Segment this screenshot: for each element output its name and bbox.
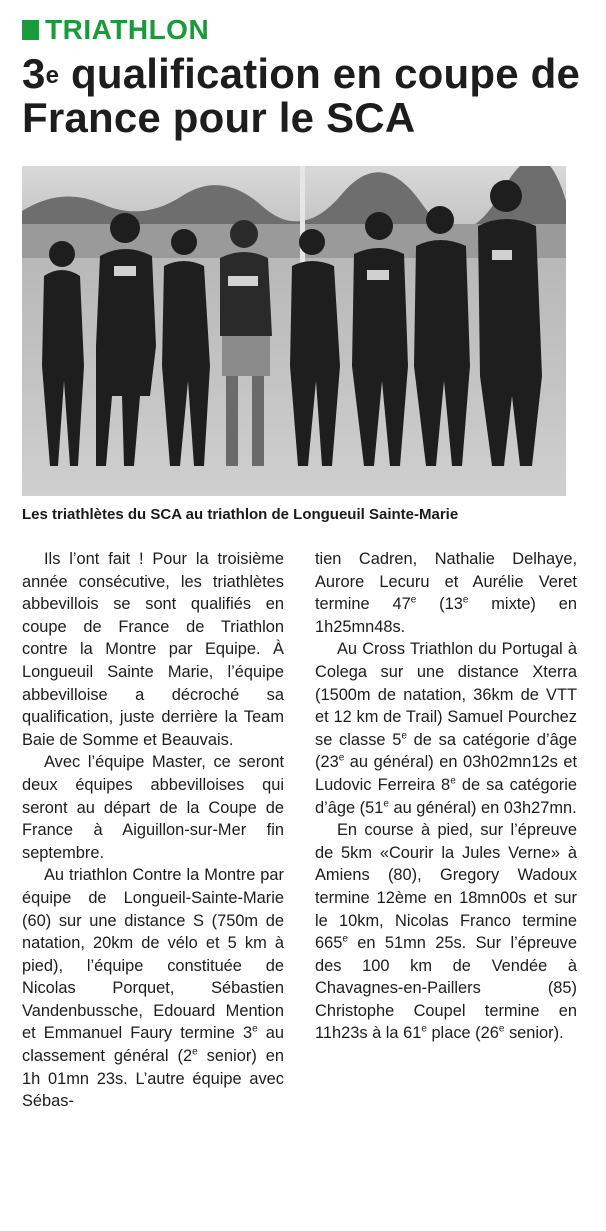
rubric-square-icon: [22, 20, 39, 40]
section-rubric: [22, 14, 209, 46]
article-column-right: [315, 548, 577, 1113]
paragraph-3-continued: tien Cadren, Nathalie Delhaye, Aurore Lecuru et Aurélie Veret termine 47e (13e mixte) en 1h25mn48s.: [315, 550, 577, 636]
headline-number: 3: [22, 50, 46, 97]
team-photo: [22, 166, 566, 496]
photo-caption: Les triathlètes du SCA au triathlon de Longueuil Sainte-Marie: [22, 506, 459, 523]
headline-ordinal: e: [45, 62, 60, 89]
team-photo-image: [22, 166, 566, 496]
paragraph-2: Avec l’équipe Master, ce seront deux équipes abbevilloises qui seront au départ de la Coupe de France à Aiguillon-sur-Mer fin septembre.: [22, 753, 284, 862]
paragraph-4: Au Cross Triathlon du Portugal à Colega sur une distance Xterra (1500m de natation, 36km de VTT et 12 km de Trail) Samuel Pourchez se classe 5e de sa catégorie d’âge (23e au général) en 03h02mn12s et Ludovic Ferreira 8e de sa catégorie d’âge (51e au général) en 03h27mn.: [315, 640, 578, 817]
article-body: [22, 548, 577, 1113]
paragraph-1: Ils l’ont fait ! Pour la troisième année consécutive, les triathlètes abbevillois se sont qualifiés en coupe de France de Triathlon contre la Montre par Equipe. À Longueuil Sainte Marie, l’équipe abbevilloise a décroché sa qualification, juste derrière la Team Baie de Somme et Beauvais.: [22, 550, 284, 749]
paragraph-3: Au triathlon Contre la Montre par équipe de Longueil-Sainte-Marie (60) sur une distance S (750m de natation, 20km de vélo et 5 km à pied), l’équipe constituée de Nicolas Porquet, Sébastien Vandenbussche, Edouard Mention et Emmanuel Faury termine 3e au classement général (2e senior) en 1h 01mn 23s. L’autre équipe avec Sébas-: [22, 866, 284, 1111]
rubric-label: TRIATHLON: [45, 14, 210, 45]
article-column-left: [22, 548, 284, 1113]
article-headline: [22, 52, 592, 140]
paragraph-5: En course à pied, sur l’épreuve de 5km «Courir la Jules Verne» à Amiens (80), Gregory Wadoux termine 12ème en 18mn00s et sur le 10km, Nicolas Franco termine 665e en 51mn 25s. Sur l’épreuve des 100 km de Vendée à Chavagnes-en-Paillers (85) Christophe Coupel termine en 11h23s à la 61e place (26e senior).: [315, 821, 577, 1043]
headline-text: qualification en coupe de France pour le SCA: [22, 50, 581, 141]
